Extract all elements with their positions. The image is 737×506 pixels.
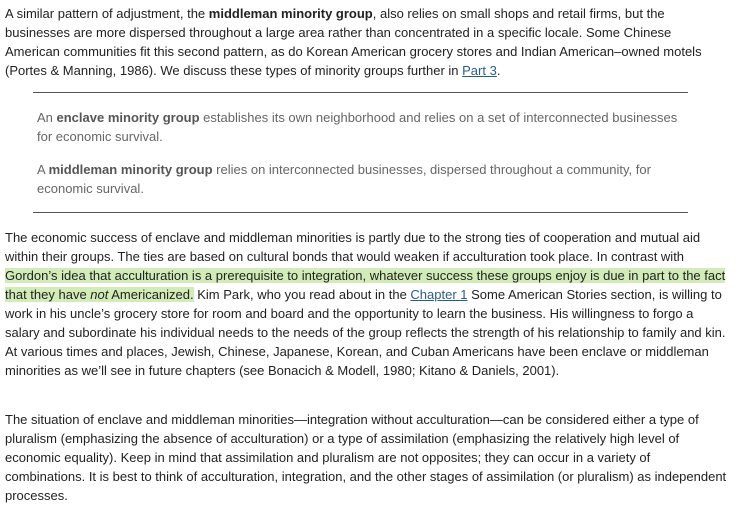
def1-text: establishes its own neighborhood and relies on a set of interconnected businesses for economic survival.: [37, 110, 678, 144]
definition-box-bottom-divider: [33, 212, 688, 213]
chapter-1-link[interactable]: Chapter 1: [410, 287, 468, 302]
def1-term: enclave minority group: [56, 110, 200, 125]
term-middleman-minority-group: middleman minority group: [208, 6, 373, 21]
definition-box-top-divider: [33, 92, 688, 93]
paragraph-economic-success: [5, 228, 731, 380]
para1-end: .: [496, 63, 501, 78]
para2-intro: The economic success of enclave and middleman minorities is partly due to the strong ties of cooperation and mutual aid within their groups. The ties are based on cultural bonds that would weaken if acculturation took place. In contrast with: [5, 230, 701, 264]
def2-text: relies on interconnected businesses, dispersed throughout a community, for economic survival.: [37, 162, 651, 196]
def2-term: middleman minority group: [48, 162, 213, 177]
def1-prefix: An: [37, 110, 57, 125]
highlight-emphasis-not: not: [90, 287, 109, 302]
paragraph-middleman-pattern: [5, 4, 729, 80]
part-3-link[interactable]: Part 3: [462, 63, 497, 78]
para1-text-a: A similar pattern of adjustment, the: [5, 6, 209, 21]
def2-prefix: A: [37, 162, 49, 177]
para2-middle: Kim Park, who you read about in the: [193, 287, 411, 302]
definition-middleman-minority-group: [37, 160, 687, 198]
definition-enclave-minority-group: [37, 108, 687, 146]
paragraph-integration-without-acculturation: The situation of enclave and middleman minorities—integration without acculturation—can be considered either a type of pluralism (emphasizing the absence of acculturation) or a type of assimilation (emphasizing the relatively high level of economic equality). Keep in mind that assimilation and pluralism are not opposites; they can occur in a variety of combinations. It is best to think of acculturation, integration, and the other stages of assimilation (or pluralism) as independent processes.: [5, 412, 727, 503]
highlight-text-a: Gordon’s idea that acculturation is a prerequisite to integration, whatever success these groups enjoy is due in part to the fact that they have: [5, 268, 726, 302]
para1-text-b: , also relies on small shops and retail firms, but the businesses are more dispersed throughout a large area rather than concentrated in a specific locale. Some Chinese American communities fit this second pattern, as do Korean American grocery stores and Indian American–owned motels (Portes & Manning, 1986). We discuss these types of minority groups further in: [5, 6, 702, 78]
para2-rest: Some American Stories section, is willing to work in his uncle’s grocery store for room and board and the opportunity to learn the business. His willingness to forgo a salary and subordinate his individual needs to the needs of the group reflects the strength of his relationship to family and kin. At various times and places, Jewish, Chinese, Japanese, Korean, and Cuban Americans have been enclave or middleman minorities as we’ll see in future chapters (see Bonacich & Modell, 1980; Kitano & Daniels, 2001).: [5, 287, 726, 378]
highlight-text-b: Americanized.: [108, 287, 194, 302]
